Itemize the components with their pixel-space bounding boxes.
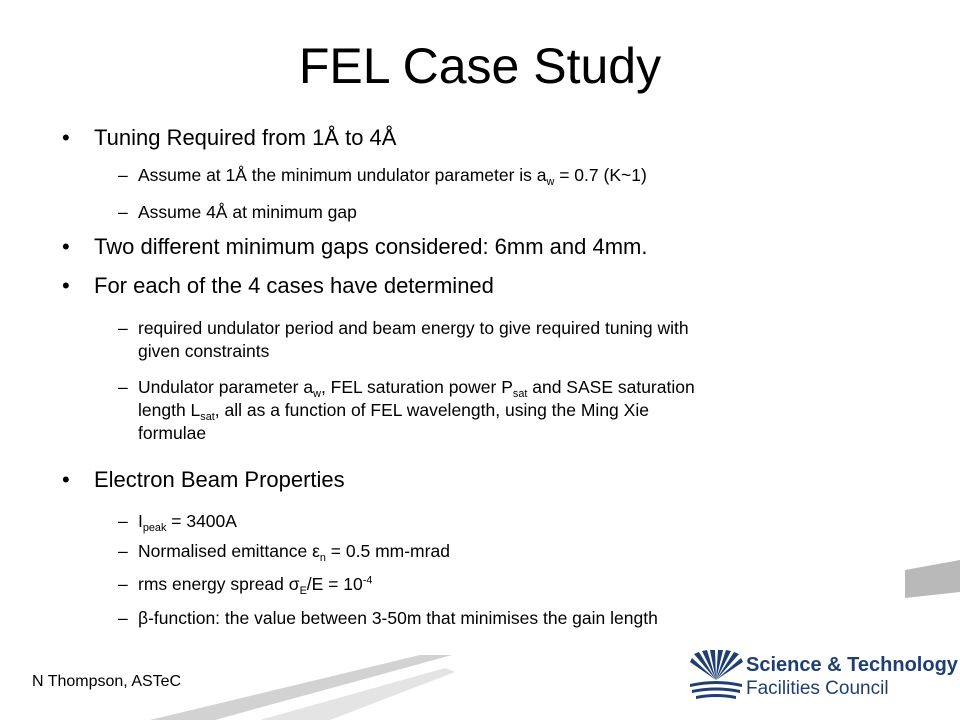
stfc-logo	[688, 648, 958, 704]
slide-title: FEL Case Study	[298, 38, 662, 94]
slide-body: • Tuning Required from 1Å to 4Å – Assume at 1Å the minimum undulator parameter is $a_w = 0.7$ (K~1) – Assume 4Å at minimum gap • Two different minimum gaps considered: 6mm and 4mm. • For each of the 4 cases have determined – required undulator period and beam energy to give required tuning with given constraints – Undulator parameter $a_w$, FEL saturation power $P_{sat}$ and SASE saturation length $L_{sat}$, all as a function of FEL wavelength, using the Ming Xie formulae • Electron Beam Properties – $I_{peak} = 3400A$ – Normalised emittance $\varepsilon_n = 0.5$ mm-mrad – rms energy spread $\sigma_E/E = 10^{-4}$ – β-function: the value between 3-50m that minimises the gain length	[62, 125, 695, 628]
stfc-logo-mark-icon	[688, 650, 744, 702]
logo-text-line2: Facilities Council	[746, 678, 889, 699]
footer-author: N Thompson, ASTeC	[32, 673, 182, 690]
logo-text-line1: Science & Technology	[746, 654, 958, 676]
